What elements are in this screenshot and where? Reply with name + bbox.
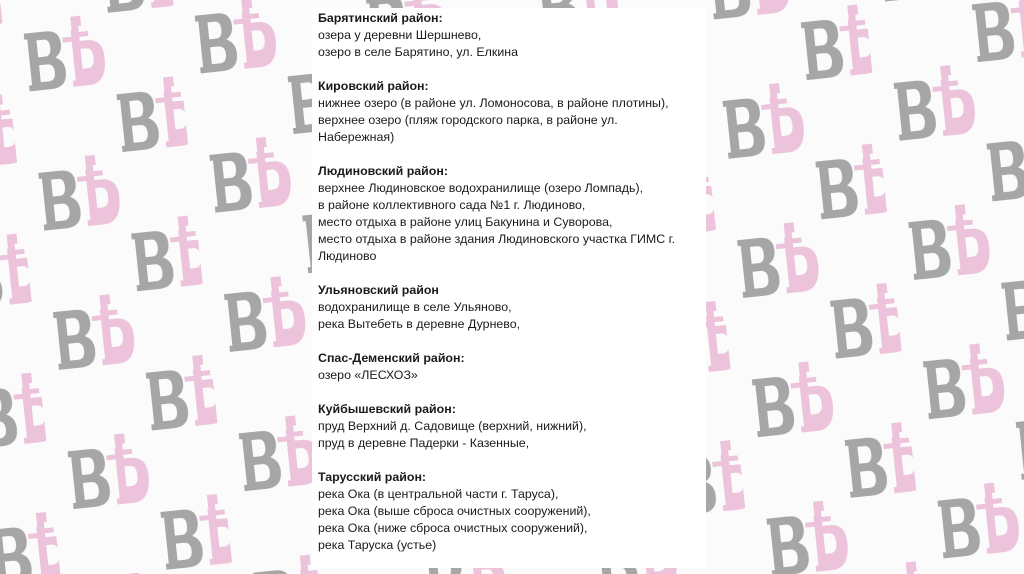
district-heading: Спас-Деменский район:: [318, 351, 465, 365]
district-heading: Куйбышевский район:: [318, 402, 456, 416]
district-section: [318, 163, 708, 265]
district-heading: Кировский район:: [318, 79, 429, 93]
district-section: [318, 350, 708, 384]
location-item: река Таруска (устье): [318, 538, 437, 552]
location-item: нижнее озеро (в районе ул. Ломоносова, в районе плотины),: [318, 96, 669, 110]
location-item: река Ока (ниже сброса очистных сооружений),: [318, 521, 588, 535]
location-item: в районе коллективного сада №1 г. Людиново,: [318, 198, 586, 212]
location-item: река Вытебеть в деревне Дурнево,: [318, 317, 521, 331]
location-item: пруд Верхний д. Садовище (верхний, нижний),: [318, 419, 587, 433]
location-item: озеро «ЛЕСХОЗ»: [318, 368, 418, 382]
district-section: [318, 401, 708, 452]
location-item: пруд в деревне Падерки - Казенные,: [318, 436, 530, 450]
location-item: верхнее озеро (пляж городского парка, в районе ул. Набережная): [318, 113, 618, 144]
district-section: [318, 282, 708, 333]
district-heading: Ульяновский район: [318, 283, 439, 297]
location-item: место отдыха в районе улиц Бакунина и Суворова,: [318, 215, 613, 229]
district-section: [318, 469, 708, 554]
location-item: место отдыха в районе здания Людиновского участка ГИМС г. Людиново: [318, 232, 676, 263]
district-heading: Людиновский район:: [318, 164, 448, 178]
district-heading: Тарусский район:: [318, 470, 427, 484]
location-item: река Ока (в центральной части г. Таруса),: [318, 487, 559, 501]
location-item: верхнее Людиновское водохранилище (озеро Ломпадь),: [318, 181, 644, 195]
location-item: озеро в селе Барятино, ул. Елкина: [318, 45, 518, 59]
location-item: водохранилище в селе Ульяново,: [318, 300, 512, 314]
district-section: [318, 78, 708, 146]
location-item: озера у деревни Шершнево,: [318, 28, 482, 42]
beaches-list: [318, 10, 708, 554]
district-heading: Барятинский район:: [318, 11, 443, 25]
location-item: река Ока (выше сброса очистных сооружений),: [318, 504, 591, 518]
district-section: [318, 10, 708, 61]
